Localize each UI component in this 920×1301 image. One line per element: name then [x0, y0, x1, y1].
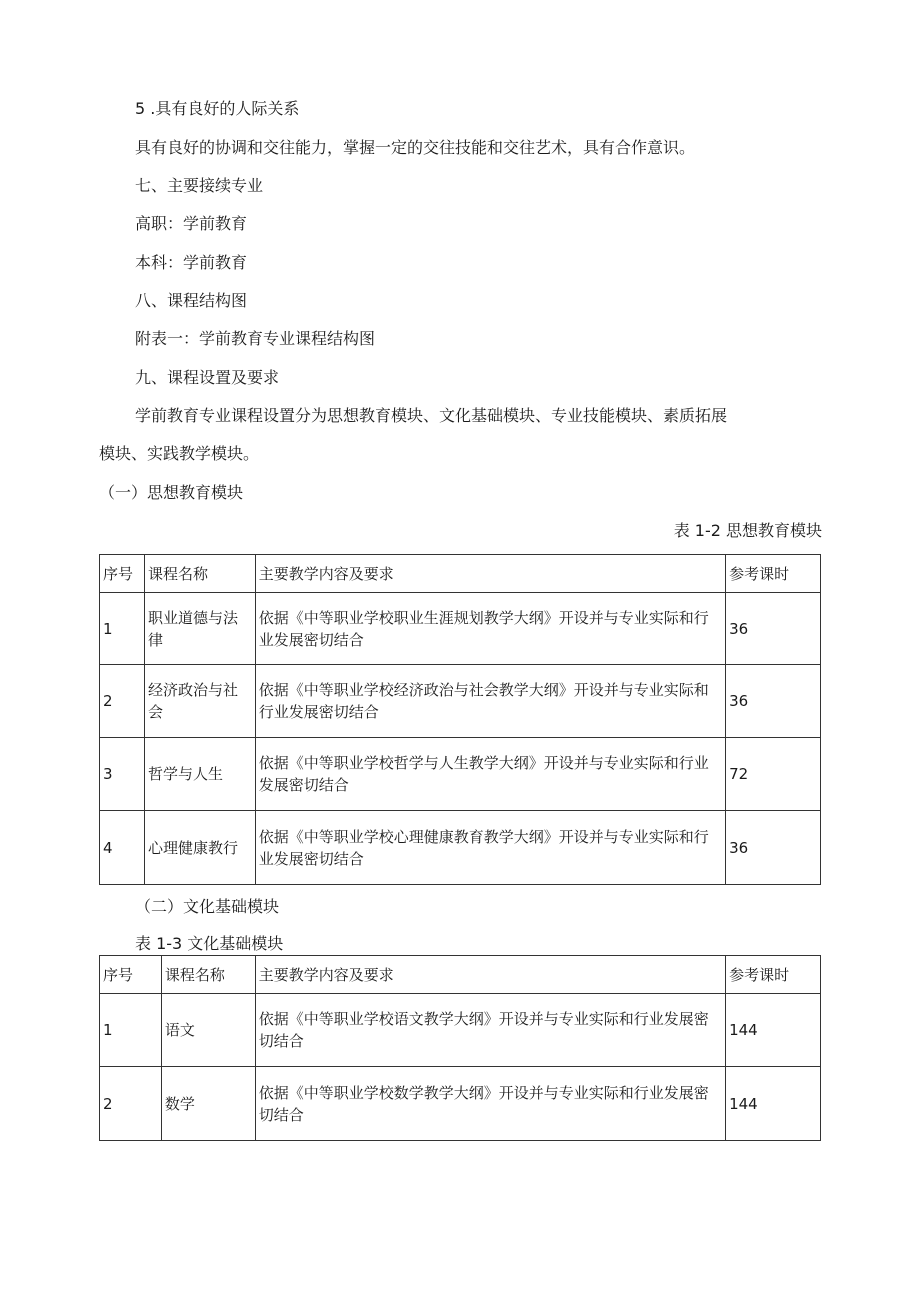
- table2-caption: 表 1-3 文化基础模块: [135, 934, 284, 953]
- header-content: 主要教学内容及要求: [255, 956, 725, 994]
- row-hours: 144: [726, 994, 821, 1067]
- paragraph-course-setup-line1: 学前教育专业课程设置分为思想教育模块、文化基础模块、专业技能模块、素质拓展: [135, 406, 728, 425]
- header-course-name: 课程名称: [161, 956, 255, 994]
- row-hours: 36: [726, 593, 821, 665]
- row-hours: 36: [726, 811, 821, 885]
- row-course-name: 经济政治与社会: [144, 665, 255, 738]
- row-course-name: 语文: [161, 994, 255, 1067]
- row-content: 依据《中等职业学校哲学与人生教学大纲》开设并与专业实际和行业发展密切结合: [255, 738, 725, 811]
- row-course-name: 职业道德与法律: [144, 593, 255, 665]
- section-7-heading: 七、主要接续专业: [135, 176, 264, 195]
- header-no: 序号: [100, 956, 162, 994]
- row-hours: 72: [726, 738, 821, 811]
- header-hours: 参考课时: [726, 956, 821, 994]
- row-content: 依据《中等职业学校经济政治与社会教学大纲》开设并与专业实际和行业发展密切结合: [255, 665, 725, 738]
- row-no: 1: [100, 994, 162, 1067]
- table-cultural-foundation: [99, 955, 821, 1141]
- line-undergraduate: 本科：学前教育: [135, 253, 248, 272]
- row-content: 依据《中等职业学校语文教学大纲》开设并与专业实际和行业发展密切结合: [255, 994, 725, 1067]
- subsection-2-heading: （二）文化基础模块: [135, 897, 280, 916]
- line-higher-vocational: 高职：学前教育: [135, 214, 248, 233]
- table-header-row: [100, 555, 821, 593]
- table-row: [100, 994, 821, 1067]
- table-row: [100, 593, 821, 665]
- paragraph-course-setup-line2: 模块、实践教学模块。: [99, 444, 260, 463]
- table-row: [100, 738, 821, 811]
- line-appendix-1: 附表一：学前教育专业课程结构图: [135, 329, 376, 348]
- table-row: [100, 665, 821, 738]
- row-hours: 144: [726, 1067, 821, 1141]
- row-no: 1: [100, 593, 145, 665]
- row-no: 4: [100, 811, 145, 885]
- header-content: 主要教学内容及要求: [255, 555, 725, 593]
- table-row: [100, 1067, 821, 1141]
- row-course-name: 哲学与人生: [144, 738, 255, 811]
- row-content: 依据《中等职业学校数学教学大纲》开设并与专业实际和行业发展密切结合: [255, 1067, 725, 1141]
- row-no: 2: [100, 665, 145, 738]
- table1-caption: 表 1-2 思想教育模块: [673, 521, 822, 540]
- table-ideological-education: [99, 554, 821, 885]
- row-course-name: 数学: [161, 1067, 255, 1141]
- row-course-name: 心理健康教行: [144, 811, 255, 885]
- row-no: 3: [100, 738, 145, 811]
- header-hours: 参考课时: [726, 555, 821, 593]
- table-row: [100, 811, 821, 885]
- row-no: 2: [100, 1067, 162, 1141]
- row-content: 依据《中等职业学校职业生涯规划教学大纲》开设并与专业实际和行业发展密切结合: [255, 593, 725, 665]
- header-no: 序号: [100, 555, 145, 593]
- line-interpersonal-heading: 5 .具有良好的人际关系: [135, 99, 300, 118]
- row-hours: 36: [726, 665, 821, 738]
- section-9-heading: 九、课程设置及要求: [135, 368, 280, 387]
- row-content: 依据《中等职业学校心理健康教育教学大纲》开设并与专业实际和行业发展密切结合: [255, 811, 725, 885]
- table-header-row: [100, 956, 821, 994]
- subsection-1-heading: （一）思想教育模块: [99, 483, 244, 502]
- line-interpersonal-body: 具有良好的协调和交往能力，掌握一定的交往技能和交往艺术，具有合作意识。: [135, 138, 696, 157]
- header-course-name: 课程名称: [144, 555, 255, 593]
- section-8-heading: 八、课程结构图: [135, 291, 248, 310]
